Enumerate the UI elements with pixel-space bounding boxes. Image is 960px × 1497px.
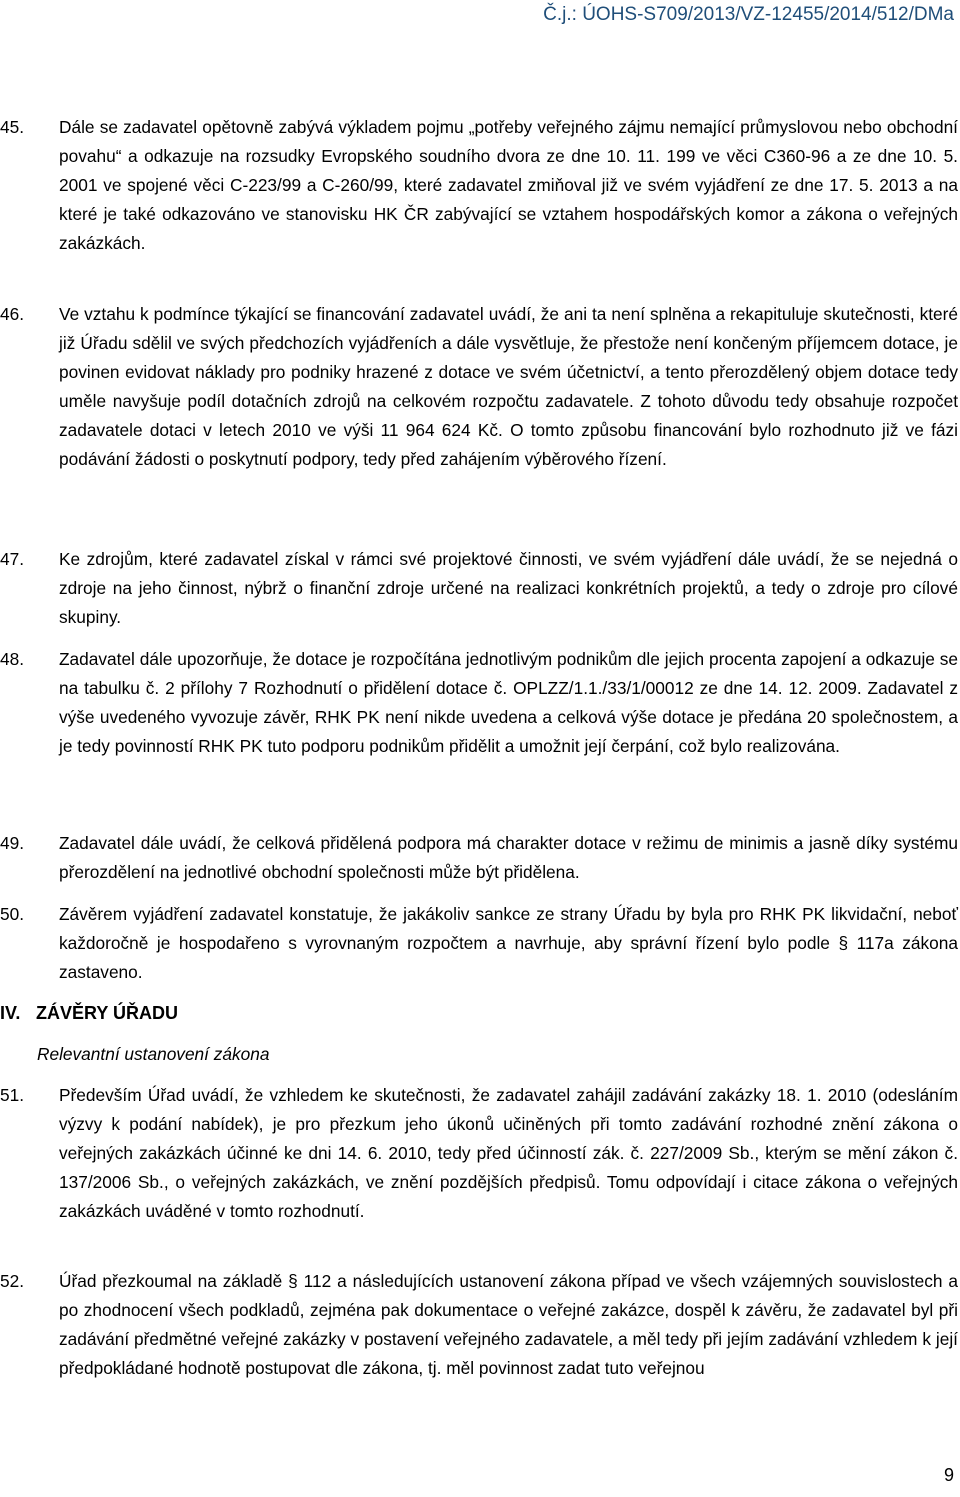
section-heading — [0, 999, 178, 1028]
paragraph-number: 52. — [0, 1271, 25, 1291]
paragraph-number: 46. — [0, 304, 25, 324]
paragraph-number: 51. — [0, 1085, 25, 1105]
page-number: 9 — [943, 1465, 954, 1485]
paragraph-50 — [0, 900, 960, 987]
paragraph-text: Ke zdrojům, které zadavatel získal v rámci své projektové činnosti, ve svém vyjádření dále uvádí, že se nejedná o zdroje na jeho činnost, nýbrž o finanční zdroje určené na realizaci konkrétních projektů, a tedy o zdroje pro cílové skupiny. — [59, 549, 958, 627]
paragraph-number: 49. — [0, 833, 25, 853]
paragraph-text: Především Úřad uvádí, že vzhledem ke skutečnosti, že zadavatel zahájil zadávání zakázky 18. 1. 2010 (odesláním výzvy k podání nabídek), je pro přezkum jeho úkonů učiněných při tomto zadávání rozhodné znění zákona o veřejných zakázkách účinné ke dni 14. 6. 2010, tedy před účinností zák. č. 227/2009 Sb., kterým se mění zákon č. 137/2006 Sb., o veřejných zakázkách, ve znění pozdějších předpisů. Tomu odpovídají i citace zákona o veřejných zakázkách uváděné v tomto rozhodnutí. — [59, 1085, 958, 1221]
paragraph-number: 47. — [0, 549, 25, 569]
paragraph-text: Ve vztahu k podmínce týkající se financování zadavatel uvádí, že ani ta není splněna a rekapituluje skutečnosti, které již Úřadu sdělil ve svých předchozích vyjádřeních a dále vysvětluje, že přestože není končeným příjemcem dotace, je povinen evidovat náklady pro podniky hrazené z dotace ve svém účetnictví, a tento přerozdělený objem dotace tedy uměle navyšuje podíl dotačních zdrojů na celkovém rozpočtu zadavatele. Z tohoto důvodu tedy obsahuje rozpočet zadavatele dotaci v letech 2010 ve výši 11 964 624 Kč. O tomto způsobu financování bylo rozhodnuto již ve fázi podávání žádosti o poskytnutí podpory, tedy před zahájením výběrového řízení. — [59, 304, 958, 469]
paragraph-text: Zadavatel dále uvádí, že celková přidělená podpora má charakter dotace v režimu de minimis a jasně díky systému přerozdělení na jednotlivé obchodní společnosti může být přidělena. — [59, 833, 958, 882]
section-roman-numeral: IV. — [0, 1003, 21, 1023]
paragraph-number: 45. — [0, 117, 25, 137]
paragraph-45 — [0, 113, 960, 258]
section-title: ZÁVĚRY ÚŘADU — [36, 1003, 179, 1023]
paragraph-46 — [0, 300, 960, 474]
paragraph-text: Zadavatel dále upozorňuje, že dotace je rozpočítána jednotlivým podnikům dle jejich procenta zapojení a odkazuje se na tabulku č. 2 přílohy 7 Rozhodnutí o přidělení dotace č. OPLZZ/1.1./33/1/00012 ze dne 14. 12. 2009. Zadavatel z výše uvedeného vyvozuje závěr, RHK PK není nikde uvedena a celková výše dotace je předána 20 společnostem, a je tedy povinností RHK PK tuto podporu podnikům přidělit a umožnit její čerpání, což bylo realizována. — [59, 649, 958, 756]
document-reference-number: Č.j.: ÚOHS-S709/2013/VZ-12455/2014/512/DMa — [543, 4, 954, 25]
paragraph-text: Úřad přezkoumal na základě § 112 a následujících ustanovení zákona případ ve všech vzájemných souvislostech a po zhodnocení všech podkladů, zejména pak dokumentace o veřejné zakázce, dospěl k závěru, že zadavatel byl při zadávání předmětné veřejné zakázky v postavení veřejného zadavatele, a měl tedy při jejím zadávání vzhledem k její předpokládané hodnotě postupovat dle zákona, tj. měl povinnost zadat tuto veřejnou — [59, 1271, 958, 1378]
paragraph-text: Závěrem vyjádření zadavatel konstatuje, že jakákoliv sankce ze strany Úřadu by byla pro RHK PK likvidační, neboť každoročně je hospodařeno s vyrovnaným rozpočtem a navrhuje, aby správní řízení bylo podle § 117a zákona zastaveno. — [59, 904, 958, 982]
paragraph-51 — [0, 1081, 960, 1226]
paragraph-49 — [0, 829, 960, 887]
paragraph-47 — [0, 545, 960, 632]
section-subheading: Relevantní ustanovení zákona — [37, 1044, 270, 1064]
paragraph-number: 50. — [0, 904, 25, 924]
paragraph-52 — [0, 1267, 960, 1383]
paragraph-number: 48. — [0, 649, 25, 669]
paragraph-text: Dále se zadavatel opětovně zabývá výkladem pojmu „potřeby veřejného zájmu nemající průmyslovou nebo obchodní povahu“ a odkazuje na rozsudky Evropského soudního dvora ze dne 10. 11. 199 ve věci C360-96 a ze dne 10. 5. 2001 ve spojené věci C-223/99 a C-260/99, které zadavatel zmiňoval již ve svém vyjádření ze dne 17. 5. 2013 a na které je také odkazováno ve stanovisku HK ČR zabývající se vztahem hospodářských komor a zákona o veřejných zakázkách. — [59, 117, 958, 253]
paragraph-48 — [0, 645, 960, 761]
